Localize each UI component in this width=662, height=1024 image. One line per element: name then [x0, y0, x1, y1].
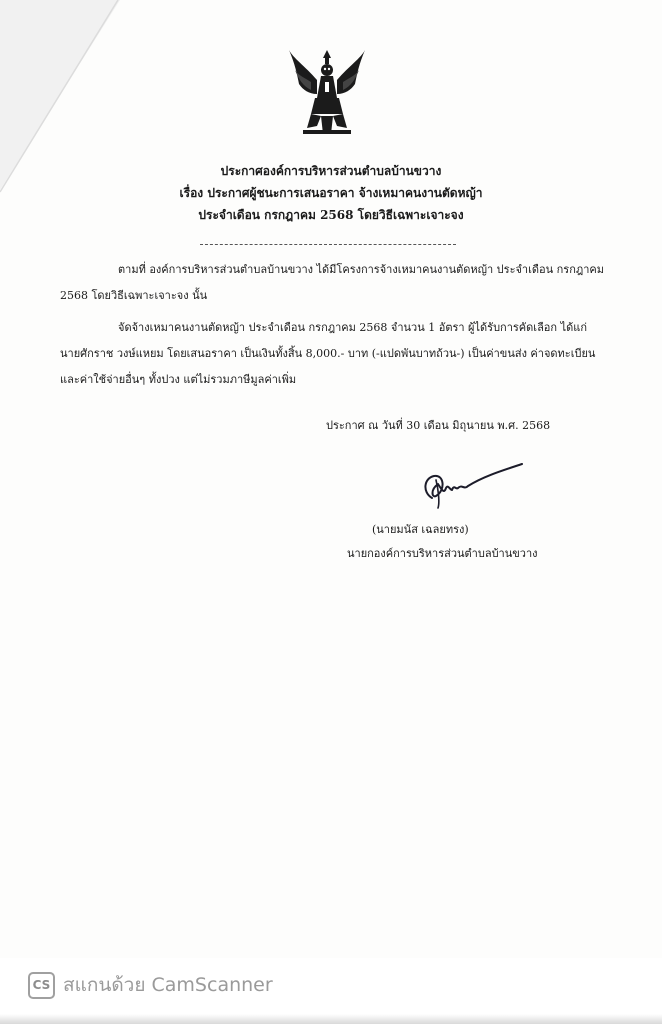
handwritten-signature — [418, 460, 526, 510]
document-header — [0, 160, 662, 226]
signer-name: (นายมนัส เฉลยทรง) — [372, 523, 469, 536]
garuda-emblem-icon — [287, 46, 367, 138]
signer-position: นายกองค์การบริหารส่วนตำบลบ้านขวาง — [347, 547, 538, 560]
paragraph-award — [60, 315, 605, 393]
bottom-edge-shadow — [0, 1014, 662, 1024]
paragraph-line: จัดจ้างเหมาคนงานตัดหญ้า ประจำเดือน กรกฎาคม 2568 จำนวน 1 อัตรา ผู้ได้รับการคัดเลือก ได้แก่ — [118, 321, 587, 334]
header-subject: เรื่อง ประกาศผู้ชนะการเสนอราคา จ้างเหมาคนงานตัดหญ้า — [179, 186, 483, 200]
camscanner-watermark — [28, 970, 273, 1000]
dashed-divider — [200, 244, 456, 245]
paragraph-line: นายศักราช วงษ์แหยม โดยเสนอราคา เป็นเงินทั้งสิ้น 8,000.- บาท (-แปดพันบาทถ้วน-) เป็นค่าขนส่ง ค่าจดทะเบียน — [60, 347, 596, 360]
header-organization: ประกาศองค์การบริหารส่วนตำบลบ้านขวาง — [220, 164, 442, 178]
camscanner-logo-icon: CS — [28, 972, 55, 999]
watermark-label: สแกนด้วย CamScanner — [63, 974, 273, 996]
paragraph-line: และค่าใช้จ่ายอื่นๆ ทั้งปวง แต่ไม่รวมภาษีมูลค่าเพิ่ม — [60, 373, 297, 386]
paragraph-line: 2568 โดยวิธีเฉพาะเจาะจง นั้น — [60, 289, 208, 302]
header-period: ประจำเดือน กรกฎาคม 2568 โดยวิธีเฉพาะเจาะจง — [198, 208, 464, 222]
paragraph-background — [60, 257, 605, 309]
paragraph-line: ตามที่ องค์การบริหารส่วนตำบลบ้านขวาง ได้มีโครงการจ้างเหมาคนงานตัดหญ้า ประจำเดือน กรกฎาคม — [118, 263, 605, 276]
announcement-date: ประกาศ ณ วันที่ 30 เดือน มิถุนายน พ.ศ. 2568 — [326, 419, 551, 432]
